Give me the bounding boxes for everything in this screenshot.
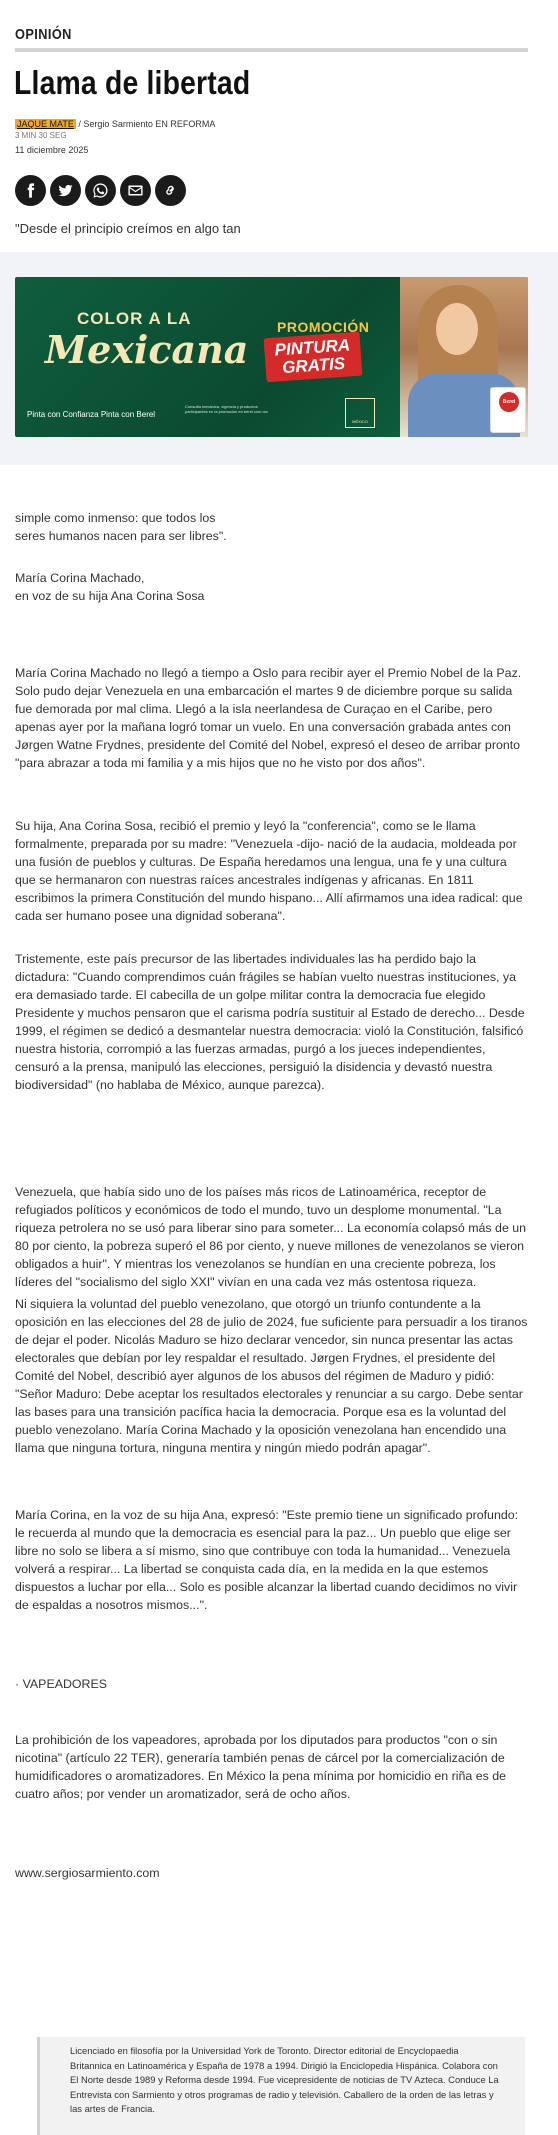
article-body-quote: simple como inmenso: que todos los seres humanos nacen para ser libres".: [15, 511, 227, 543]
whatsapp-icon: [92, 182, 109, 199]
whatsapp-share-button[interactable]: [85, 175, 116, 206]
section-divider: [15, 48, 528, 52]
ad-promo-heading: PROMOCIÓN: [277, 319, 370, 335]
berel-logo: Berel: [499, 392, 519, 412]
paragraph: Ni siquiera la voluntad del pueblo venezolano, que otorgó un triunfo contundente a la oposición en las elecciones del 28 de julio de 2024, fue suficiente para persuadir a los tiranos de dejar el poder. Nicolás Maduro se hizo declarar vencedor, sin nunca presentar las actas electorales que debían por ley respaldar el resultado. Jørgen Frydnes, el presidente del Comité del Nobel, describió ayer algunos de los abusos del régimen de Maduro y pidió: "Señor Maduro: Debe aceptar los resultados electorales y renunciar a su cargo. Debe sentar las bases para una transición pacífica hacia la democracia. Porque esa es la voluntad del pueblo venezolano. María Corina Machado y la oposición venezolana han encendido una llama que ninguna tortura, ninguna mentira y ningún miedo podrán apagar".: [15, 1297, 528, 1455]
lead-quote: "Desde el principio creímos en algo tan: [15, 221, 241, 236]
email-share-button[interactable]: [120, 175, 151, 206]
email-icon: [127, 182, 144, 199]
ad-model-image: [400, 277, 528, 437]
paint-can-image: [490, 387, 526, 433]
share-bar: [15, 175, 186, 206]
twitter-share-button[interactable]: [50, 175, 81, 206]
copy-link-button[interactable]: [155, 175, 186, 206]
read-time: 3 MIN 30 SEG: [15, 131, 67, 140]
paragraph: María Corina, en la voz de su hija Ana, expresó: "Este premio tiene un significado profundo: le recuerda al mundo que la democracia es esencial para la paz... Un pueblo que elige ser libre no solo se libera a sí mismo, sino que contribuye con toda la humanidad... Venezuela volverá a respirar... La libertad se conquista cada día, en la medida en la que estemos dispuestos a luchar por ella... Solo es posible alcanzar la libertad cuando decidimos no vivir de espaldas a nosotros mismos...".: [15, 1508, 519, 1612]
paragraph: La prohibición de los vapeadores, aprobada por los diputados para productos "con o sin nicotina" (artículo 22 TER), generaría también penas de cárcel por la comercialización de humidificadores o aromatizadores. En México la pena mínima por homicidio en riña es de cuatro años; por vender un aromatizador, será de ocho años.: [15, 1733, 507, 1801]
quote-attribution: María Corina Machado, en voz de su hija Ana Corina Sosa: [15, 571, 205, 603]
advertisement-banner[interactable]: [15, 277, 528, 437]
facebook-icon: [22, 182, 39, 199]
author-bio-card: [37, 2037, 525, 2135]
article-headline: Llama de libertad: [14, 64, 251, 101]
paragraph: Su hija, Ana Corina Sosa, recibió el premio y leyó la "conferencia", como se le llama formalmente, preparada por su madre: "Venezuela -dijo- nació de la audacia, moldeada por una fusión de pueblos y culturas. De España heredamos una lengua, una fe y una cultura que se hermanaron con nuestras raíces ancestrales indígenas y africanas. En 1811 escribimos la primera Constitución del mundo hispano... Allí afirmamos una idea radical: que cada ser humano posee una dignidad soberana".: [15, 819, 523, 923]
byline: [15, 119, 215, 129]
column-tag[interactable]: JAQUE MATE: [17, 119, 74, 129]
link-icon: [162, 182, 179, 199]
subheading: · VAPEADORES: [15, 1677, 108, 1691]
paragraph: María Corina Machado no llegó a tiempo a Oslo para recibir ayer el Premio Nobel de la Paz. Solo pudo dejar Venezuela en una embarcación el martes 9 de diciembre porque su salida fue demorada por mal clima. Llegó a la isla neerlandesa de Curaçao en el Caribe, pero apenas ayer por la mañana logró tomar un vuelo. En una conversación grabada antes con Jørgen Watne Frydnes, presidente del Comité del Nobel, expresó el deseo de arribar pronto "para abrazar a toda mi familia y a mis hijos que no he visto por dos años".: [15, 666, 522, 770]
byline-author: / Sergio Sarmiento EN REFORMA: [75, 119, 216, 129]
twitter-icon: [57, 182, 74, 199]
paragraph: Tristemente, este país precursor de las libertades individuales las ha perdido bajo la dictadura: "Cuando comprendimos cuán frágiles se habían vuelto nuestras instituciones, ya era demasiado tarde. El cabecilla de un golpe militar contra la democracia fue elegido Presidente y muchos pensaron que el carisma podría sustituir al Estado de derecho... Desde 1999, el régimen se dedicó a desmantelar nuestra democracia: violó la Constitución, falsificó nuestra historia, corrompió a las fuerzas armadas, purgó a los jueces independientes, censuró a la prensa, manipuló las elecciones, persiguió la disidencia y devastó nuestra biodiversidad" (no hablaba de México, aunque parezca).: [15, 952, 525, 1092]
author-website-link[interactable]: www.sergiosarmiento.com: [15, 1866, 160, 1880]
ad-title-line1: COLOR A LA: [77, 309, 192, 328]
author-bio: Licenciado en filosofía por la Universidad York de Toronto. Director editorial de Encyclopaedia Britannica en Latinoamérica y España de 1978 a 1994. Dirigió la Enciclopedia Hispánica. Colabora con El Norte desde 1989 y Reforma desde 1994. Fue vicepresidente de noticias de TV Azteca. Conduce La Entrevista con Sarmiento y otros programas de radio y televisión. Caballero de la orden de las letras y las artes de Francia.: [70, 2045, 499, 2114]
ad-title-line2: Mexicana: [45, 327, 249, 372]
ad-mexico-logo: MÉXICO: [345, 398, 375, 428]
ad-tagline: Pinta con Confianza Pinta con Berel: [27, 410, 156, 419]
ad-promo-badge: PINTURA GRATIS: [264, 332, 363, 382]
section-label[interactable]: OPINIÓN: [15, 26, 72, 43]
publish-date: 11 diciembre 2025: [15, 145, 89, 155]
paragraph: Venezuela, que había sido uno de los países más ricos de Latinoamérica, receptor de refugiados políticos y económicos de todo el mundo, tuvo un desplome monumental. "La riqueza petrolera no se usó para liberar sino para someter... La economía colapsó más de un 80 por ciento, la pobreza superó el 86 por ciento, y nueve millones de venezolanos se vieron obligados a huir". Y mientras los venezolanos se hundían en una creciente pobreza, los líderes del "socialismo del siglo XXI" vivían en una cada vez más ostentosa riqueza.: [15, 1185, 527, 1289]
facebook-share-button[interactable]: [15, 175, 46, 206]
ad-fine-print: Consulta mecánica, vigencia y productos participantes en la promoción en berel.com.mx: [185, 404, 268, 414]
